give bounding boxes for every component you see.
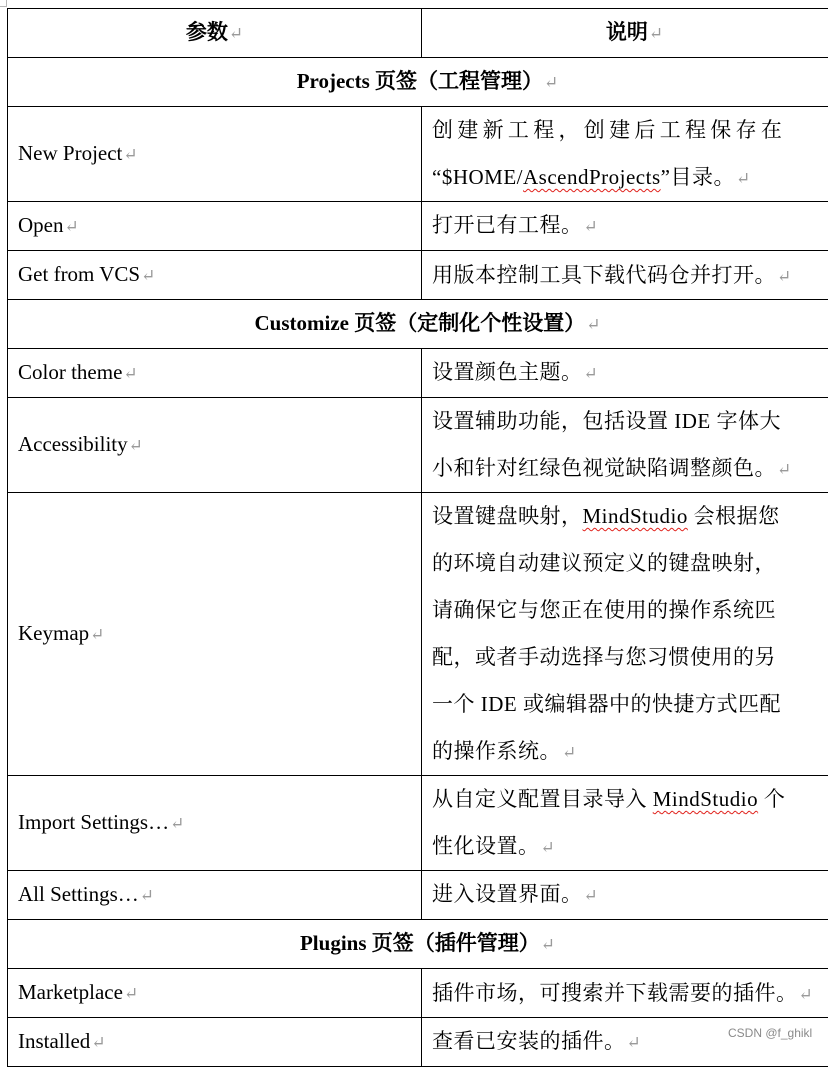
table-row xyxy=(8,107,828,202)
desc-cell: 设置键盘映射，MindStudio 会根据您 的环境自动建议预定义的键盘映射， 请确保它与您正在使用的操作系统匹 配，或者手动选择与您习惯使用的另 一个 IDE 或编辑器中的快捷方式匹配 的操作系统。↵ xyxy=(422,493,828,776)
header-param-cell: 参数↵ xyxy=(8,9,422,58)
watermark: CSDN @f_ghikl xyxy=(728,1026,812,1040)
desc-cell: 从自定义配置目录导入 MindStudio 个 性化设置。↵ xyxy=(422,776,828,871)
header-desc-cell: 说明↵ xyxy=(422,9,828,58)
table-row xyxy=(8,969,828,1018)
return-mark-icon: ↵ xyxy=(777,460,792,479)
param-cell: Get from VCS↵ xyxy=(8,251,422,300)
return-mark-icon: ↵ xyxy=(544,73,558,92)
page-corner-mark xyxy=(0,0,7,7)
section-title-plugins: Plugins 页签（插件管理）↵ xyxy=(8,920,828,969)
param-cell: New Project↵ xyxy=(8,107,422,202)
return-mark-icon: ↵ xyxy=(649,24,663,43)
param-cell: Color theme↵ xyxy=(8,349,422,398)
return-mark-icon: ↵ xyxy=(586,315,600,334)
desc-cell: 查看已安装的插件。↵ xyxy=(422,1018,828,1067)
spellcheck-underline: AscendProjects xyxy=(523,165,661,189)
return-mark-icon: ↵ xyxy=(90,625,104,644)
return-mark-icon: ↵ xyxy=(129,436,143,455)
param-cell: All Settings…↵ xyxy=(8,871,422,920)
return-mark-icon: ↵ xyxy=(541,838,556,857)
table-row xyxy=(8,398,828,493)
desc-cell: 用版本控制工具下载代码仓并打开。↵ xyxy=(422,251,828,300)
return-mark-icon: ↵ xyxy=(584,364,599,383)
desc-cell: 进入设置界面。↵ xyxy=(422,871,828,920)
param-cell: Accessibility↵ xyxy=(8,398,422,493)
return-mark-icon: ↵ xyxy=(584,217,599,236)
return-mark-icon: ↵ xyxy=(91,1033,105,1052)
desc-cell: 设置辅助功能，包括设置 IDE 字体大 小和针对红绿色视觉缺陷调整颜色。↵ xyxy=(422,398,828,493)
desc-cell: 创建新工程，创建后工程保存在 “$HOME/AscendProjects”目录。↵ xyxy=(422,107,828,202)
return-mark-icon: ↵ xyxy=(141,266,155,285)
return-mark-icon: ↵ xyxy=(799,985,814,1004)
table-row xyxy=(8,202,828,251)
return-mark-icon: ↵ xyxy=(736,169,751,188)
table-row xyxy=(8,349,828,398)
return-mark-icon: ↵ xyxy=(123,364,137,383)
section-row-customize xyxy=(8,300,828,349)
table-row xyxy=(8,871,828,920)
return-mark-icon: ↵ xyxy=(140,886,154,905)
param-cell: Marketplace↵ xyxy=(8,969,422,1018)
param-cell: Installed↵ xyxy=(8,1018,422,1067)
parameters-table xyxy=(7,8,828,1067)
spellcheck-underline: MindStudio xyxy=(653,787,758,811)
section-title-customize: Customize 页签（定制化个性设置）↵ xyxy=(8,300,828,349)
desc-cell: 插件市场，可搜索并下载需要的插件。↵ xyxy=(422,969,828,1018)
return-mark-icon: ↵ xyxy=(584,886,599,905)
spellcheck-underline: MindStudio xyxy=(583,504,688,528)
param-cell: Keymap↵ xyxy=(8,493,422,776)
section-row-projects xyxy=(8,58,828,107)
return-mark-icon: ↵ xyxy=(777,267,792,286)
return-mark-icon: ↵ xyxy=(541,935,555,954)
return-mark-icon: ↵ xyxy=(123,145,137,164)
param-cell: Import Settings…↵ xyxy=(8,776,422,871)
return-mark-icon: ↵ xyxy=(229,24,243,43)
table-row xyxy=(8,493,828,776)
section-title-projects: Projects 页签（工程管理）↵ xyxy=(8,58,828,107)
return-mark-icon: ↵ xyxy=(627,1033,642,1052)
return-mark-icon: ↵ xyxy=(124,984,138,1003)
table-row xyxy=(8,1018,828,1067)
desc-cell: 设置颜色主题。↵ xyxy=(422,349,828,398)
table-row xyxy=(8,251,828,300)
param-cell: Open↵ xyxy=(8,202,422,251)
section-row-plugins xyxy=(8,920,828,969)
desc-cell: 打开已有工程。↵ xyxy=(422,202,828,251)
return-mark-icon: ↵ xyxy=(562,743,577,762)
return-mark-icon: ↵ xyxy=(170,814,184,833)
table-header-row xyxy=(8,9,828,58)
return-mark-icon: ↵ xyxy=(65,217,79,236)
table-row xyxy=(8,776,828,871)
